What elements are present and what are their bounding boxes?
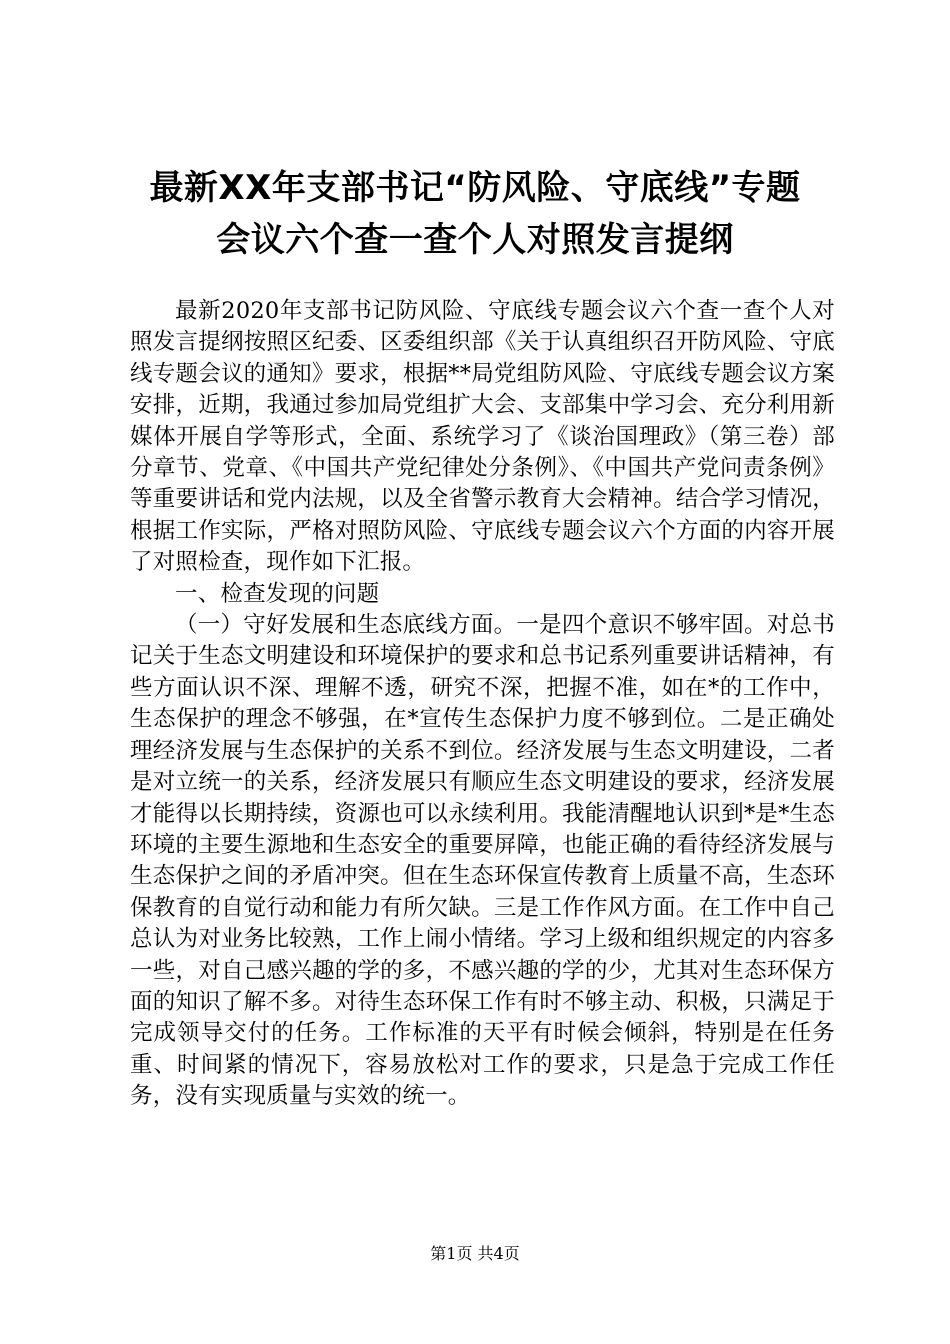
document-title: [90, 162, 860, 266]
title-line-1: 最新XX年支部书记“防风险、守底线”专题: [149, 168, 801, 208]
page-footer: [0, 1244, 950, 1264]
page-total: 共4页: [477, 1244, 520, 1263]
title-line-2: 会议六个查一查个人对照发言提纲: [216, 220, 734, 260]
page-number: 第1页: [430, 1244, 473, 1263]
document-body: [130, 296, 835, 1113]
section-heading: 一、检查发现的问题: [175, 580, 380, 607]
intro-paragraph: 最新2020年支部书记防风险、守底线专题会议六个查一查个人对照发言提纲按照区纪委、区委组织部《关于认真组织召开防风险、守底线专题会议的通知》要求，根据**局党组防风险、守底线专题会议方案安排，近期，我通过参加局党组扩大会、支部集中学习会、充分利用新媒体开展自学等形式，全面、系统学习了《谈治国理政》（第三卷）部分章节、党章、《中国共产党纪律处分条例》、《中国共产党问责条例》等重要讲话和党内法规，以及全省警示教育大会精神。结合学习情况，根据工作实际，严格对照防风险、守底线专题会议六个方面的内容开展了对照检查，现作如下汇报。: [130, 298, 835, 576]
section-paragraph: （一）守好发展和生态底线方面。一是四个意识不够牢固。对总书记关于生态文明建设和环境保护的要求和总书记系列重要讲话精神，有些方面认识不深、理解不透，研究不深，把握不准，如在*的工作中，生态保护的理念不够强，在*宣传生态保护力度不够到位。二是正确处理经济发展与生态保护的关系不到位。经济发展与生态文明建设，二者是对立统一的关系，经济发展只有顺应生态文明建设的要求，经济发展才能得以长期持续，资源也可以永续利用。我能清醒地认识到*是*生态环境的主要生源地和生态安全的重要屏障，也能正确的看待经济发展与生态保护之间的矛盾冲突。但在生态环保宣传教育上质量不高，生态环保教育的自觉行动和能力有所欠缺。三是工作作风方面。在工作中自己总认为对业务比较熟，工作上闹小情绪。学习上级和组织规定的内容多一些，对自己感兴趣的学的多，不感兴趣的学的少，尤其对生态环保方面的知识了解不多。对待生态环保工作有时不够主动、积极，只满足于完成领导交付的任务。工作标准的天平有时候会倾斜，特别是在任务重、时间紧的情况下，容易放松对工作的要求，只是急于完成工作任务，没有实现质量与实效的统一。: [130, 612, 835, 1110]
